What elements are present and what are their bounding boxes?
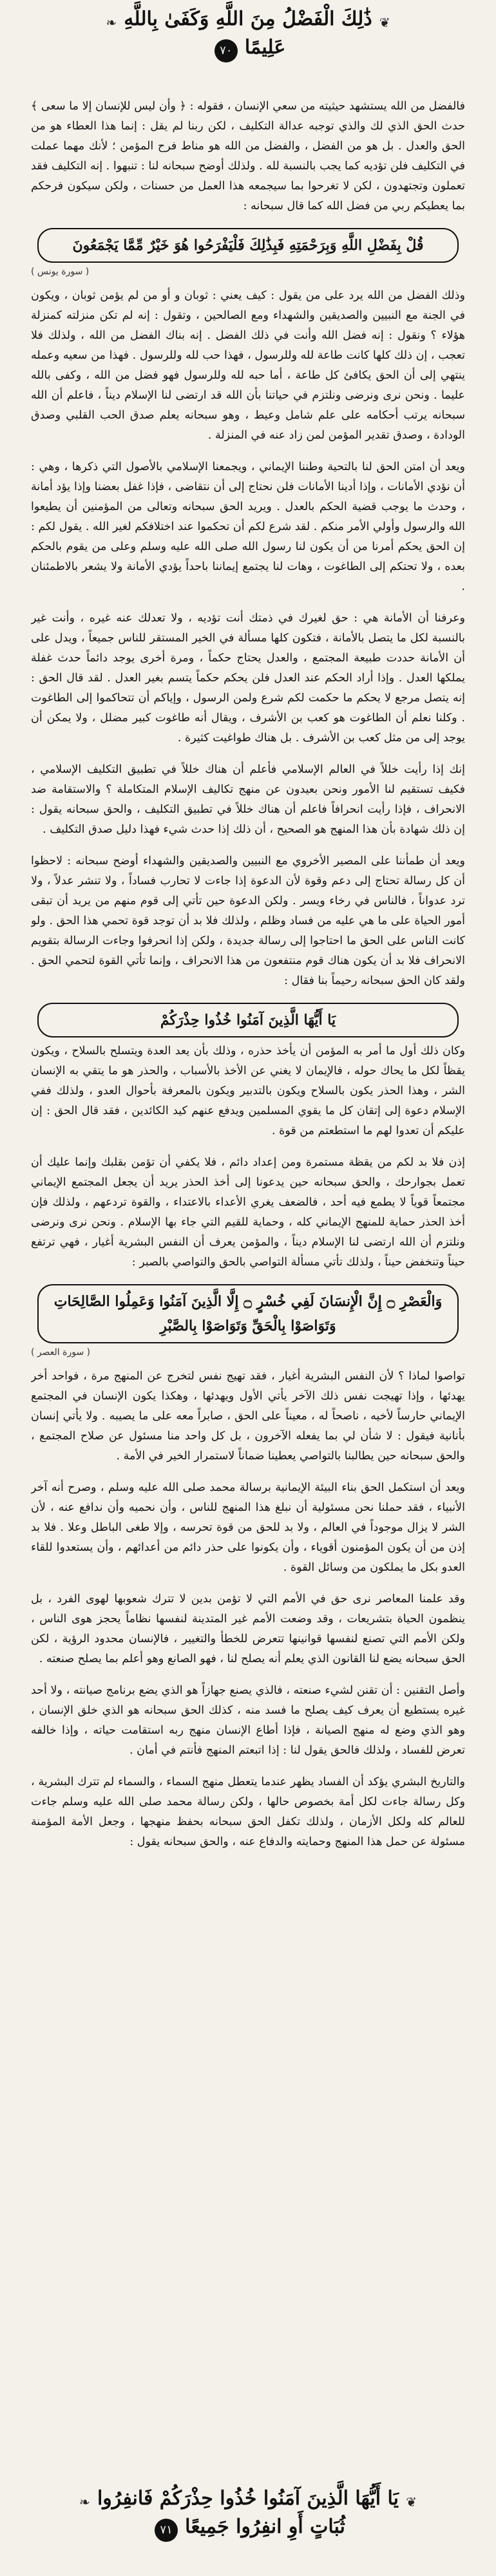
- paragraph: ويعد أن استكمل الحق بناء البيئة الإيمانية برسالة محمد صلى الله عليه وسلم ، وصرح أنه آخر الأنبياء ، فقد حملنا نحن مسئولية أن نبلغ هذا المنهج للناس ، وأن نحميه وأن ندافع عنه ، لأن الشر لا يزال موجوداً في العالم ، ولا بد للحق من قوة تحرسه ، وإلا طغى الباطل وعلا . فلا بد إذن من أن يكون المؤمنون أقوياء ، وأن يكونوا على حذر دائم من أعدائهم ، وأن يستعدوا للقاء العدو بكل ما يملكون من وسائل القوة .: [31, 1481, 465, 1574]
- paragraph: والتاريخ البشري يؤكد أن الفساد يظهر عندما يتعطل منهج السماء ، والسماء لم تترك البشرية ، وكل رسالة جاءت لكل أمة بخصوص حالها ، ولكن رسالة محمد صلى الله عليه وسلم جاءت للعالم كله ولكل الأزمان ، ولذلك تكفل الحق سبحانه بحفظ منهجها ، وجعل الأمة المؤمنة مسئولة عن حمل هذا المنهج وحمايته والدفاع عنه ، والحق سبحانه يقول :: [31, 1776, 465, 1848]
- ornament-left-icon: ❧: [79, 2494, 90, 2510]
- quran-verse-box: قُلْ بِفَضْلِ اللَّهِ وَبِرَحْمَتِهِ فَبِذَٰلِكَ فَلْيَفْرَحُوا هُوَ خَيْرٌ مِّمَّا يَجْمَعُونَ: [37, 228, 459, 263]
- paragraph: إنك إذا رأيت خللاً في العالم الإسلامي فأعلم أن هناك خللاً في تطبيق التكليف الإسلامي ، فكيف تستقيم لنا الأمور ونحن بعيدون عن منهج تكاليف الإسلام المتكاملة ؟ والاستقامة ضد الانحراف ، فإذا رأيت انحرافاً فاعلم أن هناك خللاً في تطبيق التكليف ، والحق سبحانه يقول : إن ذلك شهادة بأن هذا المنهج هو الصحيح ، أن ذلك إذا حدث شيء فهذا دليل صدق التكليف .: [31, 763, 465, 836]
- header-verse-line2: عَلِيمًا: [244, 36, 286, 59]
- footer-verse-line2: ثُبَاتٍ أَوِ انفِرُوا جَمِيعًا: [185, 2515, 345, 2538]
- verse-number-badge: ٧٠: [215, 39, 238, 62]
- header-verse-banner: [0, 5, 496, 82]
- paragraph: وذلك الفضل من الله يرد على من يقول : كيف يعني : ثوبان و أو من لم يؤمن ثوبان ، ويكون في الجنة مع النبيين والصديقين والشهداء ومع الصالحين ، وتقول : إنه لم تكن منزلته كمنزلة هؤلاء ؟ ونقول : إنه فضل الله وأنت في ذلك الفضل . إنه بناك الفضل من الله ، ولذلك فلا تعجب ، إن ذلك كلها كانت طاعة لله وللرسول ، فهذا حب لله وللرسول . فهذا من سعيه وعمله ينتهي إلى أن الحق يكافئ كل طاعة ، أما حبه لله وللرسول فهو فضل من الله ، وكفى بالله عليما . ونحن نرى ونرضى ونلتزم في حياتنا بأن الله قد ارتضى لنا الإسلام ديناً ، فاعلم أن الله سبحانه يرتب أحكامه على علم شامل وعيط ، وهو سبحانه يعلم صدق الحب القلبي وصدق الودادة ، وصدق تقدير المؤمن لمن زاد عنه في المنزلة .: [31, 289, 465, 442]
- paragraph: فالفضل من الله يستشهد حيثيته من سعي الإنسان ، فقوله : ﴿ وأن ليس للإنسان إلا ما سعى ﴾ حدث الحق الذي لك والذي توجبه عدالة التكليف ، لكن ربنا لم يقل : إنما هذا العطاء هو من الحق والعدل . بل هو من الفضل ، والفضل من الله هو مناط فرح المؤمن ؛ لأنك مهما عملت في التكليف فلن تؤديه كما يجب بالنسبة لله . ولذلك أوضح سبحانه لنا : تنبهوا . إنه التكليف فقد تعملون وتجتهدون ، لكن لا تغرحوا بما سيجمعه هذا العمل من حسنات ، ولكن سيكون فرحكم بما يعطيكم ربي من فضل الله كما قال سبحانه :: [31, 100, 465, 213]
- footer-verse-banner: [0, 2485, 496, 2568]
- quran-verse-box: يَا أَيُّهَا الَّذِينَ آمَنُوا خُذُوا حِذْرَكُمْ: [37, 1003, 459, 1037]
- sura-reference: ( سورة يونس ): [31, 267, 90, 277]
- paragraph: وقد علمنا المعاصر نرى حق في الأمم التي لا تؤمن بدين لا تترك شعوبها لهوى الفرد ، بل ينظمون الحياة بتشريعات ، وقد وضعت الأمم غير المتدينة لنفسها نظاماً يحجز هوى الناس ، ولكن الأمم التي تصنع لنفسها قوانينها تتعرض للخطأ والتغيير ، فالإنسان محدود الرؤية ، لكن الحق سبحانه يضع لنا القانون الذي يعلم أنه يصلح لنا ، فهو الصانع وهو أعلم بما يصلح صنعته .: [31, 1593, 465, 1665]
- verse-number-badge: ٧١: [155, 2519, 178, 2542]
- commentary-body: [31, 97, 465, 2473]
- paragraph: وكان ذلك أول ما أمر به المؤمن أن يأخذ حذره ، وذلك بأن يعد العدة ويتسلح بالسلاح ، ويكون يقظاً لكل ما يحاك حوله ، فالإيمان لا يغني عن الأخذ بالأسباب ، والحذر هو ما يتقي به الإنسان الشر ، وهذا الحذر يكون بالسلاح ويكون بالتدبير ويكون بالمعرفة بأحوال العدو ، ولذلك ففي الإسلام دعوة إلى إتقان كل ما يقوي المسلمين ويدفع عنهم كيد الكائدين ، فقد قال الحق : إن عليكم أن تعدوا لهم ما استطعتم من قوة .: [31, 1045, 465, 1137]
- ornament-right-icon: ❦: [406, 2494, 417, 2510]
- sura-reference: ( سورة العصر ): [31, 1347, 91, 1358]
- footer-verse-line1: يَا أَيُّهَا الَّذِينَ آمَنُوا خُذُوا حِذْرَكُمْ فَانفِرُوا: [97, 2487, 399, 2510]
- quran-verse-box: وَالْعَصْرِ ۝ إِنَّ الْإِنسَانَ لَفِي خُسْرٍ ۝ إِلَّا الَّذِينَ آمَنُوا وَعَمِلُوا الصَّالِحَاتِ وَتَوَاصَوْا بِالْحَقِّ وَتَوَاصَوْا بِالصَّبْرِ: [37, 1284, 459, 1343]
- paragraph: تواصوا لماذا ؟ لأن النفس البشرية أغيار ، فقد تهيج نفس لتخرج عن المنهج مرة ، فواحد أخر يهدئها ، وإذا تهيجت نفس ذلك الآخر يأتي الأول ويهدئها ، وهكذا يكون الإنسان في المجتمع الإيماني حارساً لأخيه ، ناصحاً له ، معيناً على الحق ، صابراً معه على ما يصيبه . ولا يأتي إنسان بأنانية فيقول : لا شأن لي بما يفعله الآخرون ، بل كل واحد منا مسئول عن صلاح المجتمع ، والحق سبحانه حين يطالبنا بالتواصي يعطينا ضماناً لاستمرار الخير في الأمة .: [31, 1370, 465, 1463]
- paragraph: وأصل التقنين : أن تقنن لشيء صنعته ، فالذي يصنع جهازاً هو الذي يضع برنامج صيانته ، ولا أحد غيره يستطيع أن يعرف كيف يصلح ما فسد منه ، كذلك الحق سبحانه هو الذي خلق الإنسان ، وهو الذي وضع له منهج الصيانة ، فإذا أطاع الإنسان منهج ربه استقامت حياته ، وإذا خالفه تعرض للفساد ، ولذلك فالحق يقول لنا : إذا اتبعتم المنهج فأنتم في أمان .: [31, 1684, 465, 1757]
- paragraph: ويعد أن امتن الحق لنا بالتحية وطننا الإيماني ، ويجمعنا الإسلامي بالأصول التي ذكرها ، وهي : أن نؤدي الأمانات ، وإذا أدينا الأمانات فلن نحتاج إلى أن نتقاضى ، فإذا غفل بعضنا وإذا يؤد أمانة ، وحدث ما يوجب قضية الحكم بالعدل . ويريد الحق سبحانه وتعالى من المؤمنين أن يطيعوا الله والرسول وأولي الأمر منكم . لقد شرع لكم أن تحكموا عند اختلافكم لغير الله . يقول لكم : إن الحق يحكم أمرنا من أن يكون لنا رسول الله صلى الله عليه وسلم وعلى من يقوم بالحكم بعده ، ولا تحتكم إلى الطاغوت ، وهات لنا يجتمع إيماننا باحداً يؤدي الأمانة ولا يشعر بالاطمئنان .: [31, 460, 465, 593]
- ornament-left-icon: ❧: [106, 14, 117, 30]
- ornament-right-icon: ❦: [379, 14, 390, 30]
- paragraph: وعرفنا أن الأمانة هي : حق لغيرك في ذمتك أنت تؤديه ، ولا تعدلك عنه غيره ، وأنت غير بالنسبة لكل ما يتصل بالأمانة ، فتكون كلها مسألة في الخير المستقر للناس جميعاً ، ويدل على أن الأمانة حددت طبيعة المجتمع ، والعدل يحتاج حكماً ، ومرة أخرى يوجد دائماً حدث غفلة يملكها العدل . وإذا أراد الحكم عند العدل فلن يحكم حكماً يتسم بغير العدل . لقد قال الحق : إنه يتصل مرجع لا يحكم ما حكمت لكم شرع ولمن الرسول ، وإياكم أن تتحاكموا إلى الطاغوت . وكلنا نعلم أن الطاغوت هو كعب بن الأشرف ، ويقال أنه طاغوت كبير مضلل ، ولا يمكن أن يوجد إلى من مثل كعب بن الأشرف . بل هناك طواغيت كثيرة .: [31, 612, 465, 744]
- paragraph: إذن فلا بد لكم من يقظة مستمرة ومن إعداد دائم ، فلا يكفي أن تؤمن بقلبك وإنما عليك أن تعمل بجوارحك ، والحق سبحانه حين يدعونا إلى أخذ الحذر يريد أن يجعل المجتمع الإيماني مجتمعاً قوياً لا يطمع فيه أحد ، فالضعف يغري الأعداء بالاعتداء ، والقوة تردعهم ، ولذلك فإن أخذ الحذر حماية للمنهج الإيماني كله ، وحماية للقيم التي جاء بها الإسلام . ونحن نرى ونرضى ونلتزم أن الله ارتضى لنا الإسلام ديناً ، والمؤمن يعرف أن النفس البشرية أغيار ، فهي ترتفع حيناً وتنخفض حيناً ، ولذلك تأتي مسألة التواصي بالحق والتواصي بالصبر :: [31, 1156, 465, 1269]
- header-verse-line1: ذَٰلِكَ الْفَضْلُ مِنَ اللَّهِ وَكَفَىٰ بِاللَّهِ: [124, 8, 372, 30]
- paragraph: ويعد أن طمأننا على المصير الأخروي مع النبيين والصديقين والشهداء أوضح سبحانه : لاحظوا أن كل رسالة تحتاج إلى دعم وقوة لأن الدعوة إذا جاءت لا تحارب فساداً ، ولا تنشر عدلاً ، ولا ترد عدواناً ، فالناس في رخاء ويسر . ولكن الدعوة حين تأتي إلى قوم منهم من يريد أن تبقى أمور الحياة على ما هي عليه من فساد وظلم ، ولذلك فلا بد أن توجد قوة تحمي هذا الحق . ولو كانت الناس على الحق ما احتاجوا إلى رسالة جديدة ، ولكن إذا انحرفوا وجاءت الرسالة بتقويم الانحراف فلا بد أن يكون هناك قوم منتفعون من هذا الانحراف ، وإنما تأتي القوة لتحمي الحق . ولقد كان الحق سبحانه رحيماً بنا فقال :: [31, 855, 465, 987]
